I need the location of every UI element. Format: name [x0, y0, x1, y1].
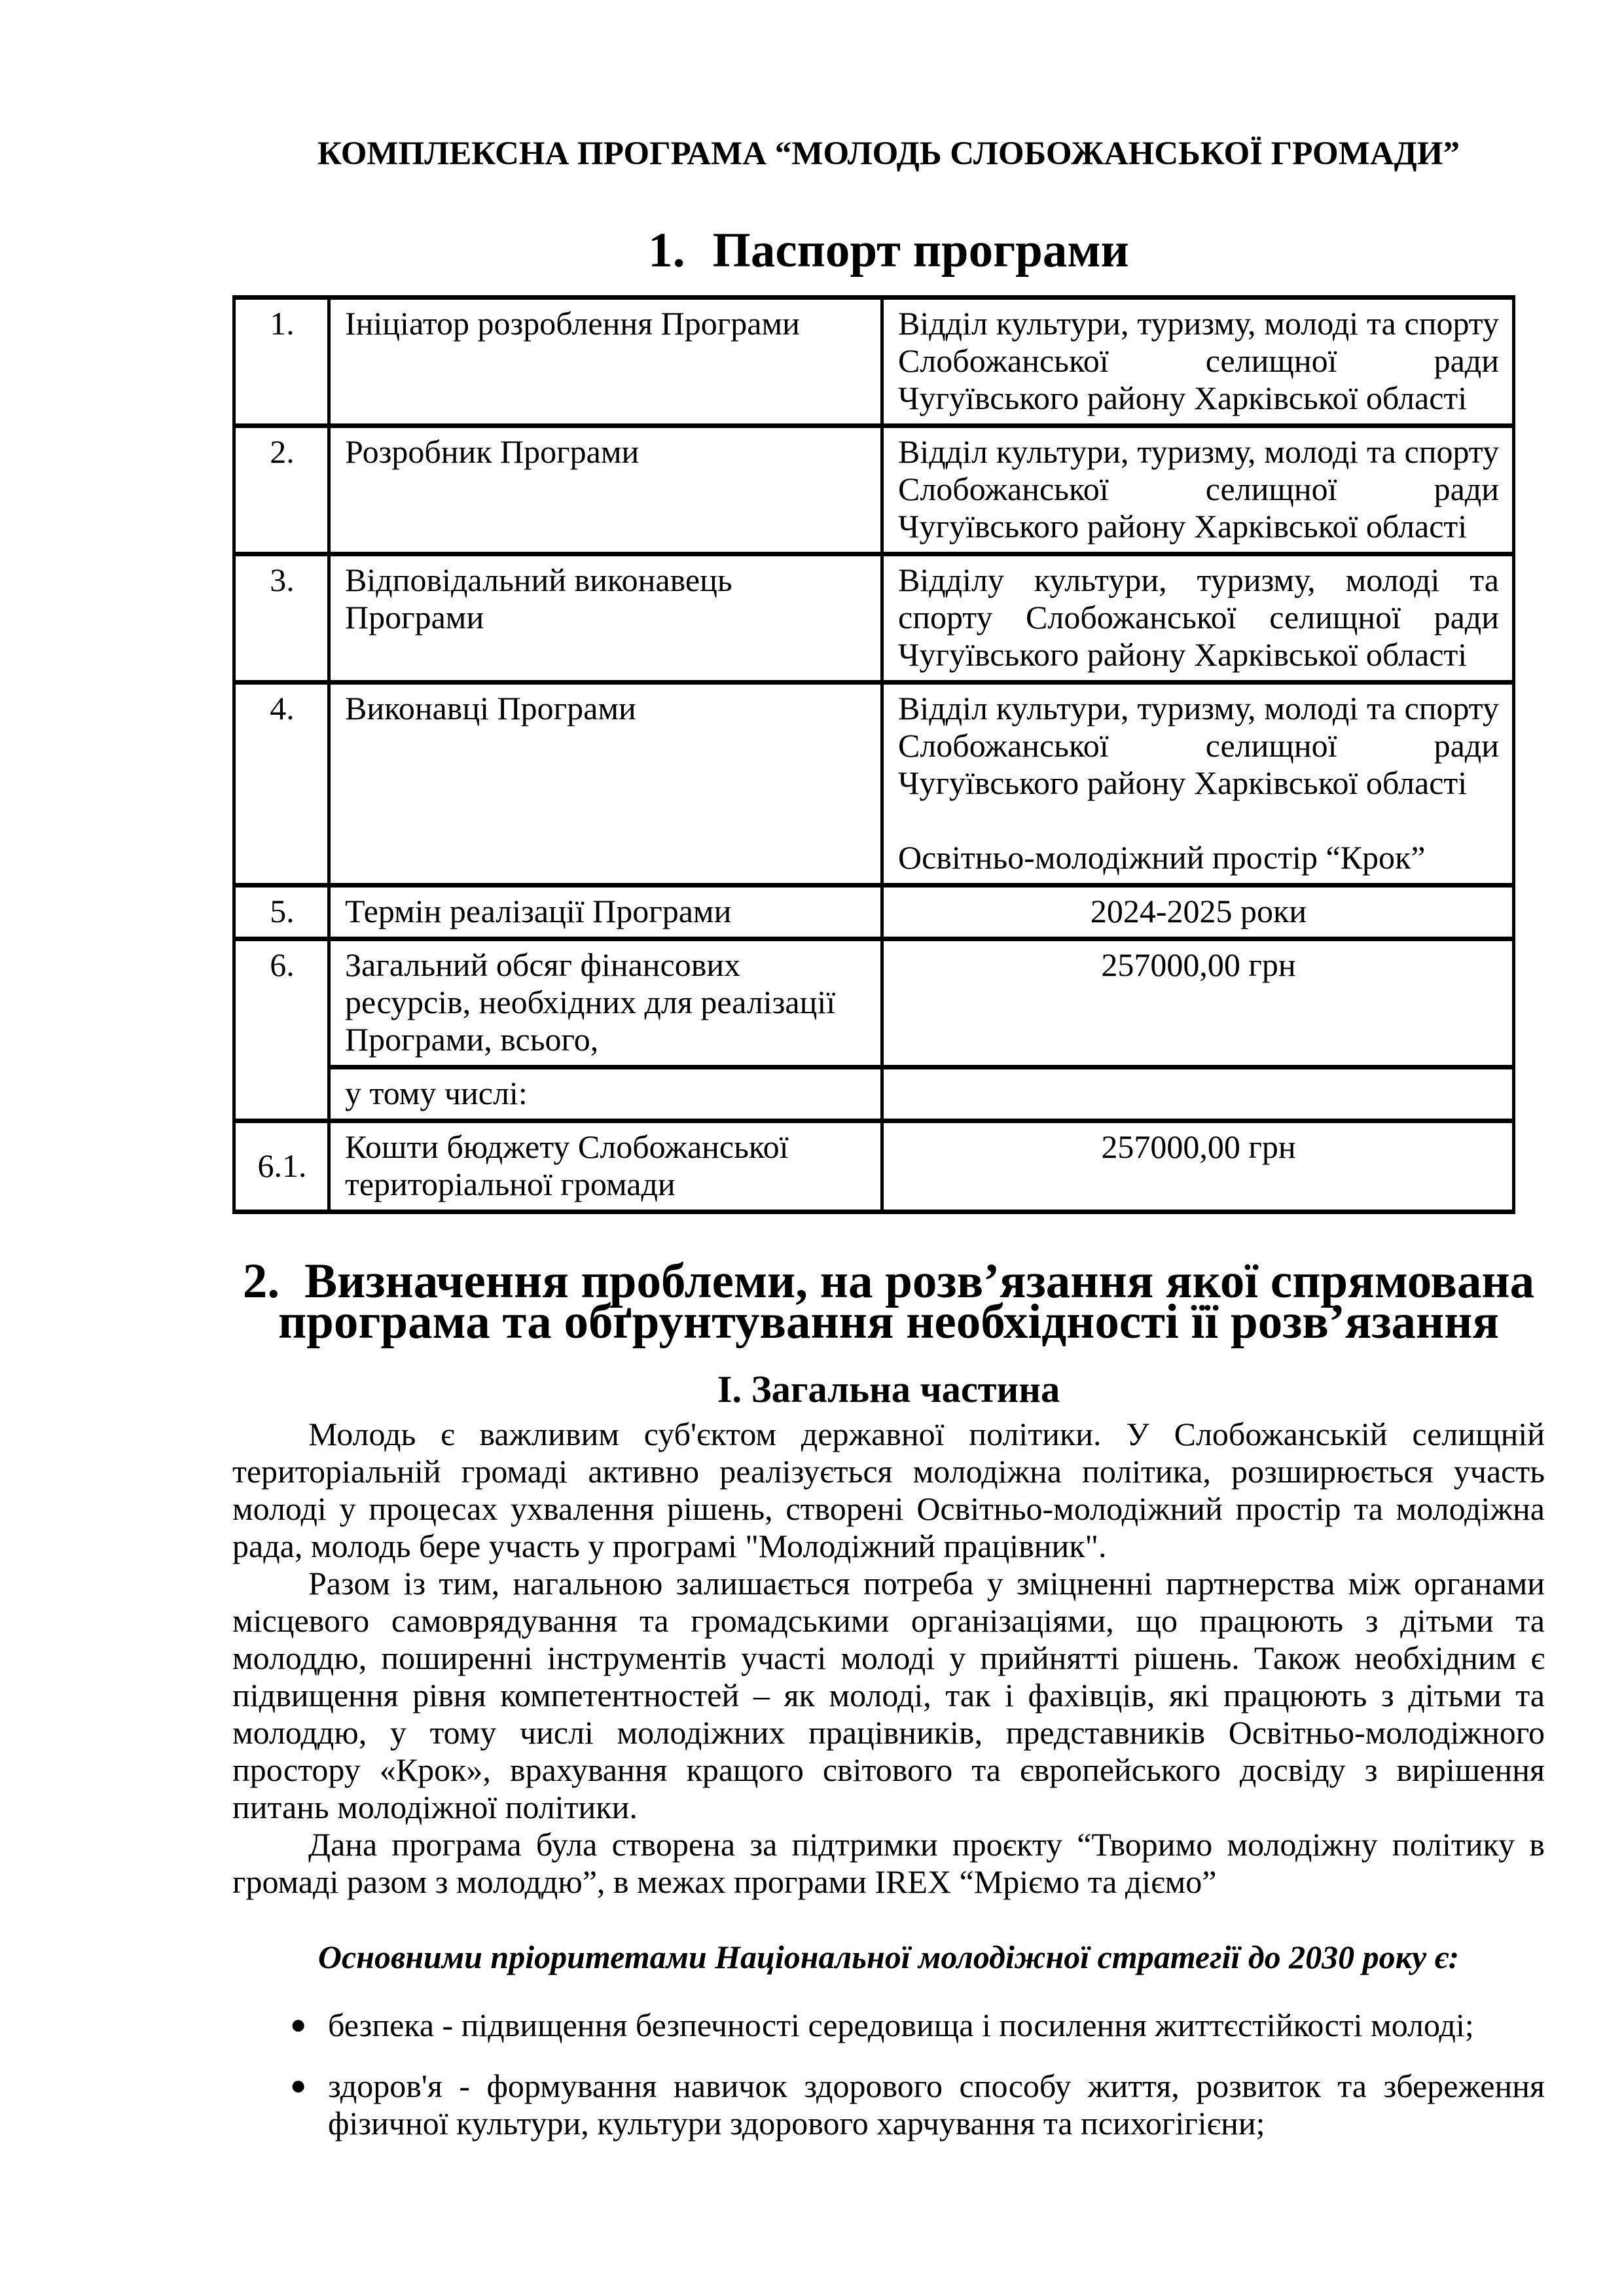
- row-value: [882, 554, 1514, 683]
- row-number: 6.1.: [234, 1121, 329, 1212]
- row-value: 257000,00 грн: [882, 1121, 1514, 1212]
- list-item-health: [232, 2068, 1545, 2142]
- table-row: [234, 939, 1514, 1067]
- row-value: [882, 426, 1514, 554]
- row-value: [882, 298, 1514, 426]
- row-label: Розробник Програми: [329, 426, 882, 554]
- passport-table: [232, 295, 1515, 1214]
- section1-heading: [232, 223, 1545, 278]
- row-number: 3.: [234, 554, 329, 683]
- row-number: 6.: [234, 939, 329, 1121]
- row-value: 2024-2025 роки: [882, 886, 1514, 939]
- row-value: 257000,00 грн: [882, 939, 1514, 1067]
- row-number: 5.: [234, 886, 329, 939]
- list-item-text: здоров'я - формування навичок здорового способу життя, розвиток та збереження фізичної культури, культури здорового харчування та психогігієни;: [328, 2068, 1545, 2142]
- row-value-spacer: [898, 802, 1499, 839]
- list-item-text: безпека - підвищення безпечності середовища і посилення життєстійкості молоді;: [328, 2007, 1474, 2043]
- row-sub-value-empty: [882, 1067, 1514, 1121]
- row-number: 4.: [234, 683, 329, 886]
- row-label: Виконавці Програми: [329, 683, 882, 886]
- row-value-text: Відділ культури, туризму, молоді та спорту Слобожанської селищної ради Чугуївського району Харківської області: [898, 305, 1499, 416]
- row-value-extra: Освітньо-молодіжний простір “Крок”: [898, 839, 1426, 876]
- row-value-text: Відділ культури, туризму, молоді та спорту Слобожанської селищної ради Чугуївського району Харківської області: [898, 433, 1499, 545]
- paragraph-general-1: Молодь є важливим суб'єктом державної політики. У Слобожанській селищній територіальній громаді активно реалізується молодіжна політика, розширюється участь молоді у процесах ухвалення рішень, створені Освітньо-молодіжний простір та молодіжна рада, молодь бере участь у програмі "Молодіжний працівник".: [232, 1416, 1545, 1564]
- priorities-heading: Основними пріоритетами Національної молодіжної стратегії до 2030 року є:: [317, 1939, 1460, 1975]
- row-label: Відповідальний виконавець Програми: [329, 554, 882, 683]
- row-value-text: Відділ культури, туризму, молоді та спорту Слобожанської селищної ради Чугуївського району Харківської області: [898, 690, 1499, 801]
- row-number: 1.: [234, 298, 329, 426]
- row-value: [882, 683, 1514, 886]
- list-item-safety: [232, 2007, 1545, 2044]
- row-label: Ініціатор розроблення Програми: [329, 298, 882, 426]
- table-row: [234, 886, 1514, 939]
- table-row: [234, 298, 1514, 426]
- paragraph-general-3: Дана програма була створена за підтримки проєкту “Творимо молодіжну політику в громаді разом з молоддю”, в межах програми IREX “Мріємо та діємо”: [232, 1826, 1545, 1900]
- bullet-icon: ●: [290, 2010, 307, 2040]
- table-sub-row: [234, 1067, 1514, 1121]
- part1-heading: І. Загальна частина: [717, 1368, 1060, 1410]
- row-label: Загальний обсяг фінансових ресурсів, необхідних для реалізації Програми, всього,: [329, 939, 882, 1067]
- section1-number: 1.: [648, 223, 685, 278]
- document-title: КОМПЛЕКСНА ПРОГРАМА “МОЛОДЬ СЛОБОЖАНСЬКОЇ ГРОМАДИ”: [317, 135, 1460, 172]
- row-sub-label: у тому числі:: [329, 1067, 882, 1121]
- table-row: [234, 683, 1514, 886]
- section2-heading: [232, 1254, 1545, 1349]
- paragraph-general-2: Разом із тим, нагальною залишається потреба у зміцненні партнерства між органами місцевого самоврядування та громадськими організаціями, що працюють з дітьми та молоддю, поширенні інструментів участі молоді у прийнятті рішень. Також необхідним є підвищення рівня компетентностей – як молоді, так і фахівців, які працюють з дітьми та молоддю, у тому числі молодіжних працівників, представників Освітньо-молодіжного простору «Крок», врахування кращого світового та європейського досвіду з вирішення питань молодіжної політики.: [232, 1565, 1545, 1825]
- row-value-text: Відділу культури, туризму, молоді та спорту Слобожанської селищної ради Чугуївського району Харківської області: [898, 562, 1499, 673]
- row-label: Кошти бюджету Слобожанської територіальної громади: [329, 1121, 882, 1212]
- row-label: Термін реалізації Програми: [329, 886, 882, 939]
- bullet-icon: ●: [290, 2071, 307, 2101]
- table-row: [234, 426, 1514, 554]
- table-row: [234, 554, 1514, 683]
- row-number: 2.: [234, 426, 329, 554]
- table-row: [234, 1121, 1514, 1212]
- section2-number: 2.: [242, 1254, 280, 1308]
- section1-title: Паспорт програми: [712, 223, 1129, 278]
- section2-title: Визначення проблеми, на розв’язання якої спрямована програма та обґрунтування необхідності її розв’язання: [278, 1254, 1535, 1349]
